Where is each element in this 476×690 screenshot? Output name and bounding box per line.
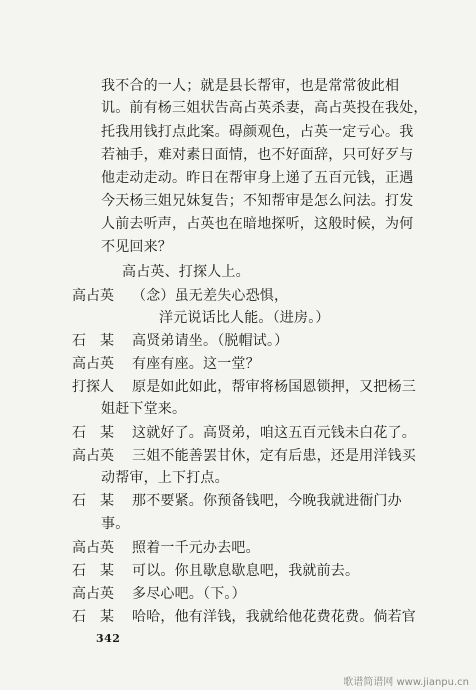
dialogue-continuation: 事。 bbox=[101, 516, 130, 532]
dialogue-continuation: 姐赶下堂来。 bbox=[101, 401, 187, 417]
dialogue-text: 有座有座。这一堂？ bbox=[132, 356, 260, 372]
monologue-line: 不见回来？ bbox=[101, 239, 172, 255]
dialogue-text: 原是如此如此，帮审将杨国恩锁押，又把杨三 bbox=[132, 379, 416, 395]
dialogue-text: 那不要紧。你预备钱吧，今晚我就进衙门办 bbox=[132, 493, 402, 509]
dialogue-text: 三姐不能善罢甘休，定有后患，还是用洋钱买 bbox=[132, 448, 416, 464]
monologue-line: 若袖手，难对素日面情，也不好面辞，只可好歹与 bbox=[101, 147, 414, 163]
site-watermark: 歌谱简谱网 www.jianpu.cn bbox=[343, 677, 469, 688]
dialogue-text: 这就好了。高贤弟，咱这五百元钱未白花了。 bbox=[132, 425, 416, 441]
speaker-name: 石 某 bbox=[72, 563, 114, 579]
monologue-line: 他走动走动。昨日在帮审身上递了五百元钱，正遇 bbox=[101, 170, 414, 186]
dialogue-continuation: 动帮审，上下打点。 bbox=[101, 470, 229, 486]
dialogue-text: 可以。你且歇息歇息吧，我就前去。 bbox=[132, 563, 360, 579]
speaker-name: 打探人 bbox=[72, 379, 114, 395]
dialogue-text: 多尽心吧。（下。） bbox=[132, 586, 246, 602]
monologue-line: 托我用钱打点此案。碍颜观色，占英一定亏心。我 bbox=[101, 124, 414, 140]
speaker-name: 高占英 bbox=[72, 586, 114, 602]
speaker-name: 石 某 bbox=[72, 425, 114, 441]
speaker-name: 高占英 bbox=[72, 288, 114, 304]
page-number: 342 bbox=[96, 632, 121, 645]
dialogue-text: （念）虽无差失心恐惧， bbox=[132, 288, 289, 304]
dialogue-text: 哈哈，他有洋钱，我就给他花费花费。倘若官 bbox=[132, 609, 416, 625]
speaker-name: 石 某 bbox=[72, 493, 114, 509]
speaker-name: 高占英 bbox=[72, 448, 114, 464]
speaker-name: 石 某 bbox=[72, 333, 114, 349]
monologue-line: 讥。前有杨三姐状告高占英杀妻，高占英投在我处， bbox=[101, 100, 428, 116]
monologue-line: 我不合的一人；就是县长帮审，也是常常彼此相 bbox=[101, 78, 400, 94]
speaker-name: 高占英 bbox=[72, 356, 114, 372]
dialogue-text: 高贤弟请坐。（脱帽试。） bbox=[132, 333, 289, 349]
monologue-line: 人前去听声，占英也在暗地探听，这般时候，为何 bbox=[101, 216, 414, 232]
speaker-name: 石 某 bbox=[72, 609, 114, 625]
speaker-name: 高占英 bbox=[72, 540, 114, 556]
monologue-line: 今天杨三姐兄妹复告；不知帮审是怎么问法。打发 bbox=[101, 193, 414, 209]
stage-direction: 高占英、打探人上。 bbox=[122, 264, 250, 280]
dialogue-text: 照着一千元办去吧。 bbox=[132, 540, 260, 556]
dialogue-continuation: 洋元说话比人能。（进房。） bbox=[159, 310, 330, 326]
